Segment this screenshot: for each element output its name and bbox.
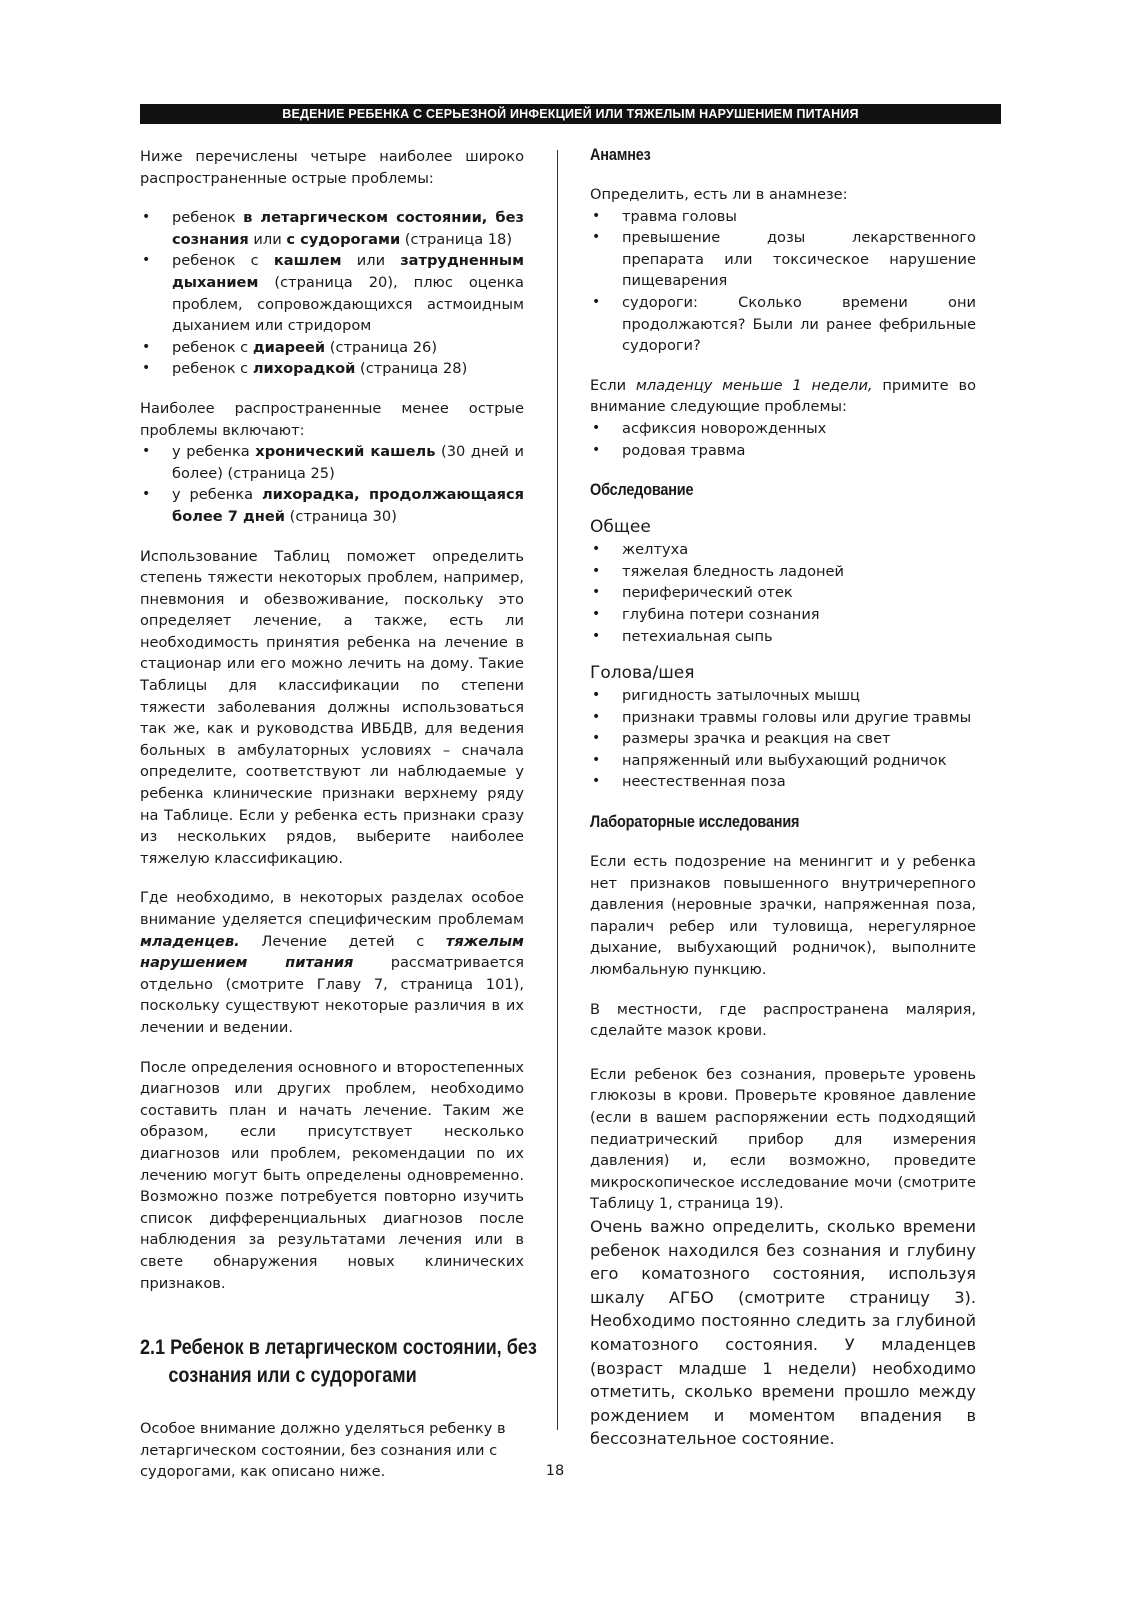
list-item: • тяжелая бледность ладоней bbox=[590, 561, 976, 583]
intro-paragraph: Ниже перечислены четыре наиболее широко распространенные острые проблемы: bbox=[140, 148, 524, 187]
lab-paragraph-coma: Очень важно определить, сколько времени ребенок находился без сознания и глубину его коматозного состояния, используя шкалу АГБО (смотрите страницу 3). Необходимо постоянно следить за глубиной коматозного состояния. У младенцев (возраст младше 1 недели) необходимо отметить, сколько времени прошло между рождением и моментом впадения в бессознательное состояние. bbox=[590, 1216, 976, 1449]
list-item: • у ребенка лихорадка, продолжающаяся более 7 дней (страница 30) bbox=[140, 484, 524, 527]
anamnesis-list bbox=[590, 206, 976, 357]
plan-paragraph: После определения основного и второстепенных диагнозов или других проблем, необходимо составить план и начать лечение. Таким же образом, если присутствует несколько диагнозов или проблем, рекомендации по их лечению могут быть определены одновременно. Возможно позже потребуется повторно изучить список дифференциальных диагнозов после наблюдения за результатами лечения или в свете обнаружения новых клинических признаков. bbox=[140, 1058, 524, 1292]
section-heading: 2.1 Ребенок в летаргическом состоянии, без сознания или с судорогами bbox=[140, 1336, 537, 1388]
list-item: • травма головы bbox=[590, 206, 976, 228]
acute-problems-list bbox=[140, 207, 524, 380]
list-item: • асфиксия новорожденных bbox=[590, 418, 976, 440]
list-item: • ребенок с лихорадкой (страница 28) bbox=[140, 358, 524, 380]
special-attention-paragraph: Особое внимание должно уделяться ребенку в летаргическом состоянии, без сознания или с судорогами, как описано ниже. bbox=[140, 1420, 506, 1481]
lab-paragraph-meningitis: Если есть подозрение на менингит и у ребенка нет признаков повышенного внутричерепного давления (неровные зрачки, напряженная поза, паралич ребер или туловища, нерегулярное дыхание, выбухающий родничок), выполните люмбальную пункцию. bbox=[590, 853, 976, 979]
page-number: 18 bbox=[545, 1463, 565, 1479]
list-item: • периферический отек bbox=[590, 582, 976, 604]
running-header: ВЕДЕНИЕ РЕБЕНКА С СЕРЬЕЗНОЙ ИНФЕКЦИЕЙ ИЛИ ТЯЖЕЛЫМ НАРУШЕНИЕМ ПИТАНИЯ bbox=[140, 104, 1001, 124]
list-item: • превышение дозы лекарственного препарата или токсическое нарушение пищеварения bbox=[590, 227, 976, 292]
head-neck-subheading: Голова/шея bbox=[590, 663, 695, 684]
tables-paragraph: Использование Таблиц поможет определить степень тяжести некоторых проблем, например, пневмония и обезвоживание, поскольку это определяет лечение, а также, есть ли необходимость принятия ребенка на лечение в стационар или его можно лечить на дому. Такие Таблицы для классификации по степени тяжести заболевания должны использоваться так же, как и руководства ИВБДВ, для ведения больных в амбулаторных условиях – сначала определите, соответствуют ли наблюдаемые у ребенка клинические признаки верхнему ряду на Таблице. Если у ребенка есть признаки сразу из нескольких рядов, выберите наиболее тяжелую классификацию. bbox=[140, 547, 524, 867]
infants-paragraph: Где необходимо, в некоторых разделах особое внимание уделяется специфическим проблемам младенцев. Лечение детей с тяжелым нарушением питания рассматривается отдельно (смотрите Главу 7, страница 101), поскольку существуют некоторые различия в их лечении и ведении. bbox=[140, 889, 524, 1036]
list-item: • ребенок с кашлем или затрудненным дыханием (страница 20), плюс оценка проблем, сопровождающихся астмоидным дыханием или стридором bbox=[140, 250, 524, 336]
list-item: • напряженный или выбухающий родничок bbox=[590, 750, 976, 772]
list-item: • ригидность затылочных мышц bbox=[590, 685, 976, 707]
lab-paragraph-unconscious: Если ребенок без сознания, проверьте уровень глюкозы в крови. Проверьте кровяное давление (если в вашем распоряжении есть подходящий педиатрический прибор для измерения давления) и, если возможно, проведите микроскопическое исследование мочи (смотрите Таблицу 1, страница 19). bbox=[590, 1065, 976, 1213]
examination-heading: Обследование bbox=[590, 480, 694, 500]
anamnesis-intro: Определить, есть ли в анамнезе: bbox=[590, 186, 848, 203]
anamnesis-heading: Анамнез bbox=[590, 145, 651, 164]
lab-paragraph-malaria: В местности, где распространена малярия, сделайте мазок крови. bbox=[590, 1000, 976, 1040]
column-divider bbox=[557, 150, 558, 1430]
less-acute-intro: Наиболее распространенные менее острые проблемы включают: bbox=[140, 399, 524, 439]
list-item: • родовая травма bbox=[590, 440, 976, 462]
right-column bbox=[590, 144, 976, 1451]
less-acute-list bbox=[140, 441, 524, 527]
list-item: • судороги: Сколько времени они продолжаются? Были ли ранее фебрильные судороги? bbox=[590, 292, 976, 357]
general-subheading: Общее bbox=[590, 517, 651, 538]
list-item: • неестественная поза bbox=[590, 771, 976, 793]
list-item: • у ребенка хронический кашель (30 дней и более) (страница 25) bbox=[140, 441, 524, 484]
list-item: • петехиальная сыпь bbox=[590, 626, 976, 648]
left-column bbox=[140, 146, 537, 1483]
list-item: • признаки травмы головы или другие травмы bbox=[590, 707, 976, 729]
general-list bbox=[590, 539, 976, 647]
infant-problems-list bbox=[590, 418, 976, 461]
list-item: • ребенок с диареей (страница 26) bbox=[140, 337, 524, 359]
list-item: • ребенок в летаргическом состоянии, без сознания или с судорогами (страница 18) bbox=[140, 207, 524, 250]
head-neck-list bbox=[590, 685, 976, 793]
list-item: • желтуха bbox=[590, 539, 976, 561]
infant-intro: Если младенцу меньше 1 недели, примите во внимание следующие проблемы: bbox=[590, 376, 976, 416]
lab-heading: Лабораторные исследования bbox=[590, 812, 800, 832]
list-item: • глубина потери сознания bbox=[590, 604, 976, 626]
list-item: • размеры зрачка и реакция на свет bbox=[590, 728, 976, 750]
